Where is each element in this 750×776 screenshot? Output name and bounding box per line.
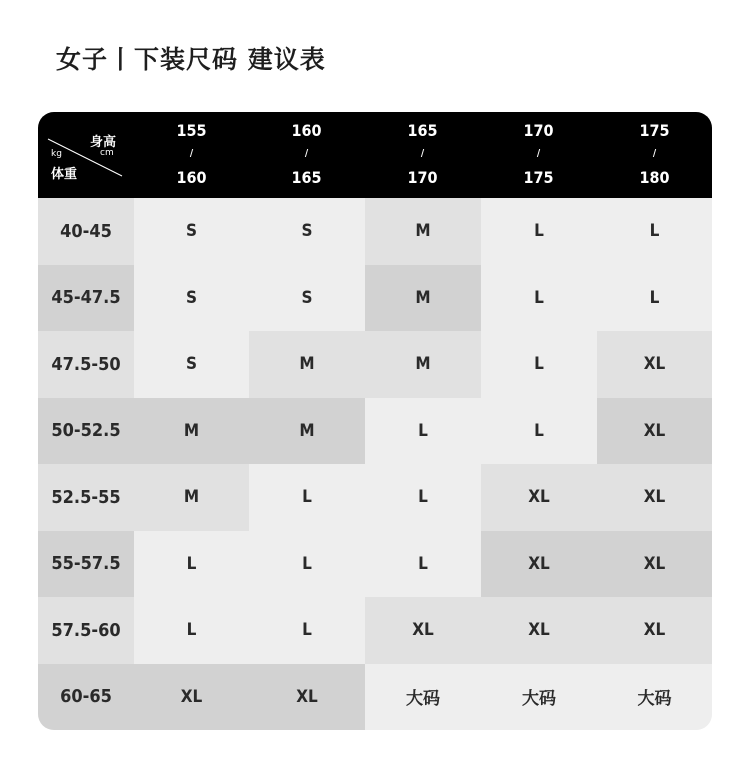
size-cell: L bbox=[134, 531, 249, 598]
height-range-separator: / bbox=[189, 148, 194, 159]
size-cell: XL bbox=[481, 597, 597, 664]
height-range-low: 160 bbox=[291, 121, 322, 140]
size-cell: XL bbox=[249, 664, 365, 731]
size-cell: XL bbox=[365, 597, 481, 664]
size-cell: M bbox=[134, 464, 249, 531]
weight-range-cell: 50-52.5 bbox=[38, 398, 134, 465]
size-cell: M bbox=[249, 331, 365, 398]
height-range-high: 170 bbox=[407, 168, 438, 187]
weight-range-cell: 52.5-55 bbox=[38, 464, 134, 531]
weight-unit: kg bbox=[51, 149, 62, 159]
size-cell: S bbox=[249, 198, 365, 265]
size-cell: L bbox=[249, 531, 365, 598]
weight-label: 体重 bbox=[51, 167, 78, 182]
size-cell: L bbox=[481, 198, 597, 265]
height-unit: cm bbox=[100, 148, 114, 158]
size-cell: L bbox=[481, 265, 597, 332]
page-title: 女子丨下装尺码 建议表 bbox=[56, 45, 326, 74]
weight-range-cell: 45-47.5 bbox=[38, 265, 134, 332]
size-cell: XL bbox=[597, 597, 712, 664]
size-cell: L bbox=[597, 265, 712, 332]
header-corner-cell bbox=[38, 112, 134, 198]
size-chart-table bbox=[38, 112, 712, 730]
size-cell: XL bbox=[134, 664, 249, 731]
height-range-separator: / bbox=[420, 148, 425, 159]
size-cell: XL bbox=[597, 398, 712, 465]
weight-range-cell: 57.5-60 bbox=[38, 597, 134, 664]
height-range-separator: / bbox=[536, 148, 541, 159]
weight-range-cell: 47.5-50 bbox=[38, 331, 134, 398]
size-cell: 大码 bbox=[365, 664, 481, 731]
size-cell: S bbox=[134, 331, 249, 398]
height-column-header bbox=[134, 112, 249, 198]
size-cell: M bbox=[365, 198, 481, 265]
height-range-separator: / bbox=[652, 148, 657, 159]
table-header bbox=[38, 112, 712, 198]
size-cell: L bbox=[365, 531, 481, 598]
height-range-low: 165 bbox=[407, 121, 438, 140]
weight-range-cell: 40-45 bbox=[38, 198, 134, 265]
size-cell: 大码 bbox=[481, 664, 597, 731]
size-cell: L bbox=[249, 597, 365, 664]
size-cell: M bbox=[365, 265, 481, 332]
size-cell: XL bbox=[597, 464, 712, 531]
size-cell: XL bbox=[597, 331, 712, 398]
size-cell: L bbox=[481, 331, 597, 398]
size-cell: S bbox=[249, 265, 365, 332]
height-column-header bbox=[481, 112, 596, 198]
size-cell: L bbox=[365, 398, 481, 465]
height-range-high: 165 bbox=[291, 168, 322, 187]
size-cell: L bbox=[481, 398, 597, 465]
height-range-low: 155 bbox=[176, 121, 207, 140]
size-cell: S bbox=[134, 265, 249, 332]
size-cell: XL bbox=[481, 531, 597, 598]
size-cell: L bbox=[597, 198, 712, 265]
size-cell: L bbox=[365, 464, 481, 531]
size-cell: M bbox=[365, 331, 481, 398]
height-range-high: 175 bbox=[523, 168, 554, 187]
height-range-separator: / bbox=[304, 148, 309, 159]
size-cell: XL bbox=[481, 464, 597, 531]
height-label: 身高 bbox=[90, 135, 117, 150]
size-cell: L bbox=[134, 597, 249, 664]
size-cell: L bbox=[249, 464, 365, 531]
height-column-header bbox=[249, 112, 364, 198]
size-cell: 大码 bbox=[597, 664, 712, 731]
height-range-low: 170 bbox=[523, 121, 554, 140]
size-cell: S bbox=[134, 198, 249, 265]
weight-range-cell: 55-57.5 bbox=[38, 531, 134, 598]
size-cell: M bbox=[134, 398, 249, 465]
height-column-header bbox=[365, 112, 480, 198]
height-column-header bbox=[597, 112, 712, 198]
height-range-high: 180 bbox=[639, 168, 670, 187]
size-cell: XL bbox=[597, 531, 712, 598]
size-cell: M bbox=[249, 398, 365, 465]
height-range-high: 160 bbox=[176, 168, 207, 187]
weight-range-cell: 60-65 bbox=[38, 664, 134, 731]
height-range-low: 175 bbox=[639, 121, 670, 140]
